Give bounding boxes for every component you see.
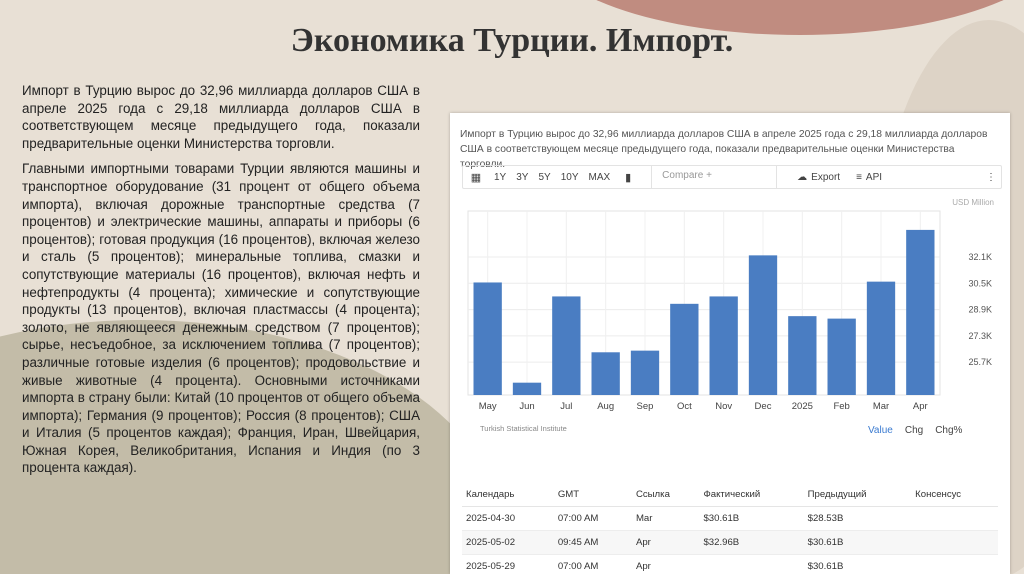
x-tick-label: Sep <box>636 401 654 412</box>
tab-value[interactable]: Value <box>868 425 893 436</box>
cell-consensus <box>911 555 998 574</box>
cell-reference: Apr <box>632 555 700 574</box>
compare-input[interactable]: Compare + <box>651 165 777 189</box>
range-button-5y[interactable]: 5Y <box>538 171 551 183</box>
table-row <box>462 507 998 531</box>
cell-previous: $30.61B <box>804 555 912 574</box>
range-button-10y[interactable]: 10Y <box>560 171 579 183</box>
x-tick-label: Jun <box>519 401 535 412</box>
y-tick-label: 27.3K <box>968 330 992 341</box>
cell-gmt: 07:00 AM <box>554 555 632 574</box>
header-gmt: GMT <box>554 483 632 507</box>
cell-date: 2025-05-29 <box>462 555 554 574</box>
header-reference: Ссылка <box>632 483 700 507</box>
header-actual: Фактический <box>699 483 803 507</box>
calendar-icon[interactable]: ▦ <box>470 171 482 184</box>
bar <box>552 296 580 395</box>
range-button-1y[interactable]: 1Y <box>494 171 507 183</box>
paragraph-1: Импорт в Турцию вырос до 32,96 миллиарда долларов США в апреле 2025 года с 29,18 миллиарда долларов США в соответствующем месяце предыдущего года, показали предварительные оценки Министерства торговли. <box>22 83 420 151</box>
chart-panel-screenshot <box>450 113 1010 574</box>
cell-previous: $28.53B <box>804 507 912 531</box>
x-tick-label: Nov <box>715 401 733 412</box>
cell-actual: $32.96B <box>699 531 803 555</box>
bar <box>867 282 895 395</box>
chart-view-tabs <box>868 425 962 436</box>
bar <box>828 319 856 395</box>
calendar-table <box>462 483 998 574</box>
cell-gmt: 09:45 AM <box>554 531 632 555</box>
slide-text <box>22 82 420 485</box>
cell-actual <box>699 555 803 574</box>
range-button-max[interactable]: MAX <box>588 171 611 183</box>
cell-consensus <box>911 507 998 531</box>
bar <box>592 352 620 395</box>
source-label: Turkish Statistical Institute <box>480 424 567 433</box>
header-consensus: Консенсус <box>911 483 998 507</box>
tab-chg[interactable]: Chg <box>904 425 924 436</box>
x-tick-label: Oct <box>676 401 692 412</box>
table-row <box>462 531 998 555</box>
bar <box>906 230 934 395</box>
database-icon: ≡ <box>856 171 862 183</box>
x-tick-label: Feb <box>833 401 850 412</box>
bar-chart-icon[interactable]: ▮ <box>625 171 632 184</box>
y-tick-label: 28.9K <box>968 304 992 315</box>
cell-actual: $30.61B <box>699 507 803 531</box>
calendar-header-row <box>462 483 998 507</box>
bar <box>631 351 659 395</box>
export-button[interactable] <box>797 172 840 183</box>
cell-reference: Apr <box>632 531 700 555</box>
cell-gmt: 07:00 AM <box>554 507 632 531</box>
bar <box>513 383 541 395</box>
cell-previous: $30.61B <box>804 531 912 555</box>
cell-consensus <box>911 531 998 555</box>
x-tick-label: Aug <box>597 401 615 412</box>
panel-description: Импорт в Турцию вырос до 32,96 миллиарда долларов США в апреле 2025 года с 29,18 миллиарда долларов США в соответствующем месяце предыдущего года, показали предварительные оценки Министерства торговли. <box>460 129 988 170</box>
unit-label: USD Million <box>952 198 994 207</box>
y-tick-label: 25.7K <box>968 357 992 368</box>
bar <box>474 282 502 395</box>
chart-toolbar <box>462 165 1002 189</box>
slide-title: Экономика Турции. Импорт. <box>290 22 734 59</box>
cloud-download-icon: ☁ <box>797 171 808 183</box>
more-options-icon[interactable]: ⋮ <box>986 171 996 183</box>
bar <box>670 304 698 395</box>
api-label: API <box>865 171 883 183</box>
y-tick-label: 30.5K <box>968 278 992 289</box>
api-button[interactable] <box>856 172 882 183</box>
cell-date: 2025-05-02 <box>462 531 554 555</box>
x-tick-label: Mar <box>872 401 890 412</box>
x-tick-label: Dec <box>754 401 772 412</box>
bar <box>788 316 816 395</box>
table-row <box>462 555 998 574</box>
import-bar-chart <box>462 193 1002 443</box>
header-calendar: Календарь <box>462 483 554 507</box>
tab-chg-pct[interactable]: Chg% <box>935 425 963 436</box>
x-tick-label: Jul <box>560 401 573 412</box>
x-tick-label: 2025 <box>791 401 813 412</box>
bar <box>710 296 738 395</box>
header-previous: Предыдущий <box>804 483 912 507</box>
range-button-3y[interactable]: 3Y <box>516 171 529 183</box>
bar <box>749 255 777 395</box>
cell-reference: Mar <box>632 507 700 531</box>
paragraph-2: Главными импортными товарами Турции являются машины и транспортное оборудование (31 процент от общего объема импорта), включая дорожные транспортные средства (7 процентов) и электрические машины, аппараты и приборы (6 процентов); готовая продукция (16 процентов), включая железо и сталь (5 процентов); минеральные топлива, смазки и сопутствующие материалы (16 процентов), включая нефть и нефтепродукты (4 процента); химические и сопутствующие продукты (13 процентов), включая пластмассы (4 процента); золото, не являющееся денежным средством (7 процентов); сырье, несъедобное, за исключением топлива (7 процентов); различные готовые изделия (6 процентов); продовольствие и живые животные (4 процента). Основными источниками импорта в страну были: Китай (10 процентов от общего объема импорта); Германия (9 процентов); Россия (8 процентов); США и Италия (5 процентов каждая); Франция, Иран, Швейцария, Южная Корея, Великобритания, Испания и Индия (по 3 процента каждая). <box>22 161 420 476</box>
export-label: Export <box>811 171 841 183</box>
cell-date: 2025-04-30 <box>462 507 554 531</box>
x-tick-label: Apr <box>912 401 928 412</box>
y-tick-label: 32.1K <box>968 252 992 262</box>
x-tick-label: May <box>478 401 497 412</box>
